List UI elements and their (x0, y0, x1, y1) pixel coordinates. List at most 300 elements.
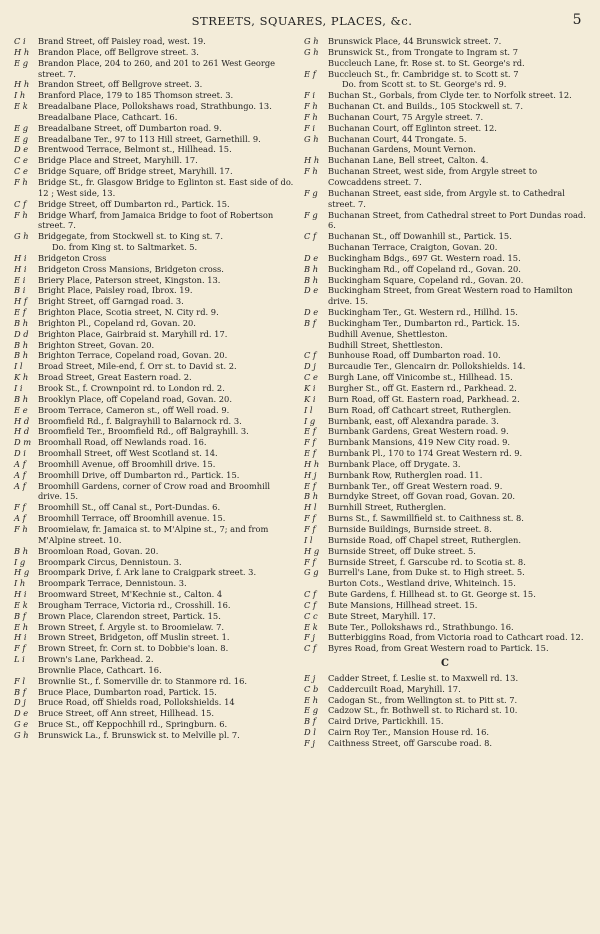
grid-reference: F j (304, 632, 315, 643)
street-entry (304, 684, 586, 695)
street-text: Bute Ter., Pollokshaws rd., Strathbungo. 16. (328, 621, 514, 632)
grid-reference: F h (14, 176, 28, 187)
grid-reference: A f (14, 480, 26, 491)
street-entry (14, 231, 296, 242)
street-entry (14, 600, 296, 611)
grid-reference: F h (14, 209, 28, 220)
street-text: Broomhill St., off Canal st., Port-Dundas. 6. (38, 502, 221, 513)
street-entry (14, 166, 296, 177)
street-entry (14, 36, 296, 47)
grid-reference: E e (14, 404, 28, 415)
street-text: Do. from Scott st. to St. George's rd. 9. (342, 79, 507, 90)
street-entry (14, 687, 296, 698)
street-text: Brandon Place, off Bellgrove street. 3. (38, 46, 199, 57)
street-text: Buchanan Court, 44 Trongate. 5. (328, 133, 467, 144)
street-entry (304, 622, 586, 633)
street-text: Burnbank Ter., off Great Western road. 9. (328, 480, 503, 491)
street-entry (304, 58, 586, 69)
street-text: Brentwood Terrace, Belmont st., Hillhead. 15. (38, 144, 232, 155)
street-text: Burnhill Street, Rutherglen. (328, 502, 447, 513)
street-entry (304, 350, 586, 361)
grid-reference: G h (304, 36, 319, 46)
street-entry (14, 622, 296, 633)
grid-reference: H g (14, 567, 30, 578)
street-text: Broomhill Drive, off Dumbarton rd., Partick. 15. (38, 469, 240, 480)
street-text: Bute Street, Maryhill. 17. (328, 610, 436, 621)
grid-reference: F f (304, 437, 316, 448)
grid-reference: F i (304, 90, 316, 101)
grid-reference: C e (14, 155, 28, 166)
street-text: Brandon Place, 204 to 260, and 201 to 261 West George street. 7. (38, 57, 276, 79)
street-text: Brownlie Place, Cathcart. 16. (38, 664, 162, 675)
street-text: Buchanan Gardens, Mount Vernon. (328, 144, 476, 155)
street-text: Bruce Road, off Shields road, Pollokshields. 14 (38, 697, 235, 708)
street-text: Broomfield Rd., f. Balgrayhill to Balarnock rd. 3. (38, 415, 242, 426)
street-entry (14, 578, 296, 589)
street-entry (304, 383, 586, 394)
street-text: Burnbank Gardens, Great Western road. 9. (328, 426, 509, 437)
street-entry (304, 47, 586, 58)
grid-reference: F f (14, 502, 26, 513)
street-entry (14, 242, 296, 253)
street-text: Broomhall Street, off West Scotland st. 14. (38, 448, 218, 459)
street-entry (304, 589, 586, 600)
street-entry (14, 654, 296, 665)
street-entry (14, 611, 296, 622)
street-text: Budhill Street, Shettleston. (328, 339, 443, 350)
grid-reference: I g (14, 556, 26, 567)
street-entry (14, 90, 296, 101)
street-entry (14, 632, 296, 643)
grid-reference: D m (14, 437, 32, 448)
street-text: Burns St., f. Sawmillfield st. to Caithness st. 8. (328, 513, 524, 524)
street-entry (14, 437, 296, 448)
street-text: Burnside Street, f. Garscube rd. to Scotia st. 8. (328, 556, 526, 567)
grid-reference: G g (304, 567, 319, 578)
street-entry (304, 361, 586, 372)
street-text: Buchanan St., off Dowanhill st., Partick. 15. (328, 231, 512, 242)
street-text: Brown Street, f. Argyle st. to Broomielaw. 7. (38, 621, 224, 632)
street-entry (14, 318, 296, 329)
street-entry (304, 405, 586, 416)
street-text: Breadalbane Place, Cathcart. 16. (38, 111, 178, 122)
street-entry (14, 730, 296, 741)
grid-reference: F g (304, 187, 318, 198)
street-text: Burrell's Lane, from Duke st. to High street. 5. (328, 567, 525, 578)
grid-reference: C b (304, 683, 319, 694)
grid-reference: F j (304, 738, 315, 748)
street-text: Brunswick Place, 44 Brunswick street. 7. (328, 36, 502, 46)
grid-reference: D e (14, 144, 29, 155)
street-text: Burgher St., off Gt. Eastern rd., Parkhead. 2. (328, 383, 517, 393)
grid-reference: E f (304, 480, 316, 491)
street-text: Buccleuch St., fr. Cambridge st. to Scott st. 7 (328, 68, 519, 79)
street-entry (304, 372, 586, 383)
street-text: Burnbank Place, off Drygate. 3. (328, 458, 461, 469)
grid-reference: C f (304, 599, 317, 610)
street-entry (14, 546, 296, 557)
street-text: Bridge St., fr. Glasgow Bridge to Eglinton st. East side of do. 12 ; West side, 13. (38, 176, 294, 198)
street-entry (304, 643, 586, 654)
street-text: Branford Place, 179 to 185 Thomson street. 3. (38, 90, 234, 101)
street-text: Bunhouse Road, off Dumbarton road. 10. (328, 350, 501, 361)
street-entry (304, 112, 586, 123)
street-entry (304, 69, 586, 80)
street-text: Caithness Street, off Garscube road. 8. (328, 738, 493, 748)
street-text: Bridge Street, off Dumbarton rd., Partick. 15. (38, 198, 230, 209)
street-text: Brooklyn Place, off Copeland road, Govan. 20. (38, 393, 232, 404)
grid-reference: B h (304, 263, 319, 274)
street-entry (304, 557, 586, 568)
street-text: Burnbank, east, off Alexandra parade. 3. (328, 415, 499, 426)
grid-reference: G e (14, 719, 29, 730)
street-text: Bright Street, off Garngad road. 3. (38, 296, 184, 307)
street-text: Buchanan Terrace, Craigton, Govan. 20. (328, 242, 498, 253)
street-entry (304, 36, 586, 47)
street-entry (304, 437, 586, 448)
street-entry (304, 426, 586, 437)
street-entry (14, 275, 296, 286)
street-entry (304, 705, 586, 716)
street-text: Broad Street, Mile-end, f. Orr st. to David st. 2. (38, 361, 237, 372)
street-entry (304, 285, 586, 307)
grid-reference: E k (14, 599, 28, 610)
grid-reference: B h (14, 317, 29, 328)
street-entry (304, 738, 586, 749)
grid-reference: G h (304, 46, 319, 57)
grid-reference: I i (14, 383, 23, 393)
grid-reference: E f (304, 426, 316, 437)
street-entry (14, 144, 296, 155)
grid-reference: F f (14, 643, 26, 654)
grid-reference: G h (304, 133, 319, 144)
street-entry (304, 632, 586, 643)
street-text: Brighton Terrace, Copeland road, Govan. 20. (38, 350, 228, 361)
street-text: Buchanan Court, off Eglinton street. 12. (328, 122, 497, 133)
street-entry (14, 199, 296, 210)
grid-reference: B h (304, 491, 319, 502)
grid-reference: D e (304, 285, 319, 296)
street-text: Brown Place, Clarendon street, Partick. 15. (38, 610, 221, 621)
grid-reference: F g (304, 209, 318, 220)
grid-reference: C i (14, 36, 26, 46)
grid-reference: D e (14, 708, 29, 719)
grid-reference: F f (304, 523, 316, 534)
street-text: Cairn Roy Ter., Mansion House rd. 16. (328, 727, 490, 738)
street-entry (14, 513, 296, 524)
street-text: Burnside Road, off Chapel street, Rutherglen. (328, 534, 521, 545)
street-entry (304, 329, 586, 340)
grid-reference: F l (14, 675, 26, 686)
street-text: Cadogan St., from Wellington st. to Pitt st. 7. (328, 694, 518, 705)
grid-reference: D e (304, 307, 319, 318)
street-text: Brighton Place, Gairbraid st. Maryhill rd. 17. (38, 328, 228, 339)
street-entry (14, 264, 296, 275)
street-entry (304, 307, 586, 318)
street-text: Broomhall Road, off Newlands road. 16. (38, 437, 207, 448)
grid-reference: C f (14, 198, 27, 209)
grid-reference: E i (14, 274, 26, 285)
street-entry (14, 134, 296, 145)
grid-reference: E j (304, 672, 316, 683)
street-entry (304, 727, 586, 738)
grid-reference: F h (304, 166, 318, 177)
street-text: Bridgeton Cross Mansions, Bridgeton cross. (38, 263, 224, 274)
grid-reference: K h (14, 372, 29, 383)
street-entry (14, 394, 296, 405)
street-entry (14, 557, 296, 568)
street-entry (14, 665, 296, 676)
street-text: Bruce Street, off Ann street, Hillhead. 15. (38, 708, 215, 719)
street-entry (304, 318, 586, 329)
street-entry (304, 144, 586, 155)
grid-reference: C e (304, 372, 318, 383)
grid-reference: F f (304, 513, 316, 524)
street-text: Broad Street, Great Eastern road. 2. (38, 372, 192, 383)
grid-reference: E g (14, 57, 29, 68)
grid-reference: H d (14, 426, 30, 437)
street-entry (304, 188, 586, 210)
street-text: Buchan St., Gorbals, from Clyde ter. to Norfolk street. 12. (328, 90, 572, 101)
street-entry (14, 459, 296, 470)
street-entry (304, 275, 586, 286)
street-entry (14, 79, 296, 90)
street-text: Breadalbane Street, off Dumbarton road. 9. (38, 122, 222, 133)
grid-reference: I h (14, 578, 26, 589)
grid-reference: E g (14, 122, 29, 133)
street-text: Bright Place, Paisley road, Ibrox. 19. (38, 285, 193, 296)
grid-reference: I g (304, 415, 316, 426)
grid-reference: A f (14, 458, 26, 469)
grid-reference: E g (304, 705, 319, 716)
street-entry (14, 697, 296, 708)
grid-reference: B f (304, 716, 316, 727)
street-entry (14, 470, 296, 481)
street-text: Broom Terrace, Cameron st., off Well road. 9. (38, 404, 230, 415)
street-entry (304, 79, 586, 90)
street-entry (304, 546, 586, 557)
street-text: Broomhill Gardens, corner of Crow road and Broomhill drive. 15. (38, 480, 271, 502)
street-entry (14, 676, 296, 687)
street-text: Brown Street, fr. Corn st. to Dobbie's loan. 8. (38, 643, 229, 654)
street-text: Buchanan Lane, Bell street, Calton. 4. (328, 155, 489, 166)
grid-reference: K i (304, 393, 316, 404)
grid-reference: B f (14, 686, 26, 697)
street-entry (14, 123, 296, 134)
street-text: Buchanan Ct. and Builds., 105 Stockwell st. 7. (328, 101, 523, 112)
street-text: Buchanan Court, 75 Argyle street. 7. (328, 111, 484, 122)
grid-reference: C f (304, 231, 317, 242)
street-entry (14, 285, 296, 296)
grid-reference: F i (304, 122, 316, 133)
street-text: Budhill Avenue, Shettleston. (328, 328, 448, 339)
grid-reference: C f (304, 643, 317, 654)
street-entry (304, 600, 586, 611)
street-text: Burndyke Street, off Govan road, Govan. 20. (328, 491, 516, 502)
street-text: Burton Cots., Westland drive, Whiteinch. 15. (328, 578, 516, 589)
running-title: STREETS, SQUARES, PLACES, &c. (191, 14, 413, 28)
street-entry (14, 253, 296, 264)
grid-reference: H i (14, 632, 27, 643)
street-entry (304, 416, 586, 427)
street-text: Buckingham Square, Copeland rd., Govan. 20. (328, 274, 524, 285)
street-entry (14, 416, 296, 427)
street-entry (304, 567, 586, 578)
grid-reference: F f (304, 556, 316, 567)
street-text: Brighton Street, Govan. 20. (38, 339, 155, 350)
grid-reference: E h (14, 621, 29, 632)
street-text: Burnbank Pl., 170 to 174 Great Western rd. 9. (328, 448, 523, 459)
grid-reference: E k (304, 621, 318, 632)
street-entry (14, 481, 296, 503)
street-text: Caird Drive, Partickhill. 15. (328, 716, 444, 727)
street-text: Bruce St., off Keppochhill rd., Springburn. 6. (38, 719, 228, 730)
grid-reference: B h (14, 350, 29, 361)
street-entry (14, 719, 296, 730)
grid-reference: F h (304, 101, 318, 112)
street-entry (304, 231, 586, 242)
grid-reference: C f (304, 589, 317, 600)
street-entry (14, 112, 296, 123)
page-number: 5 (572, 12, 582, 28)
street-entry (14, 296, 296, 307)
street-entry (304, 448, 586, 459)
street-entry (14, 361, 296, 372)
street-entry (304, 166, 586, 188)
street-text: Briery Place, Paterson street, Kingston. 13. (38, 274, 221, 285)
grid-reference: D j (14, 697, 26, 708)
street-entry (304, 394, 586, 405)
street-text: Broomward Street, M'Kechnie st., Calton. 4 (38, 589, 223, 600)
grid-reference: D l (304, 727, 316, 738)
street-text: Broomhill Avenue, off Broomhill drive. 15. (38, 458, 216, 469)
grid-reference: B h (14, 339, 29, 350)
street-text: Burnbank Row, Rutherglen road. 11. (328, 469, 483, 480)
street-text: Buckingham Ter., Gt. Western rd., Hillhd. 15. (328, 307, 518, 318)
grid-reference: I l (14, 361, 23, 372)
grid-reference: E f (304, 68, 316, 79)
street-text: Buccleuch Lane, fr. Rose st. to St. George's rd. (328, 57, 525, 68)
street-text: Burcaudie Ter., Glencairn dr. Pollokshields. 14. (328, 361, 526, 372)
street-text: Butterbiggins Road, from Victoria road to Cathcart road. 12. (328, 632, 584, 643)
street-entry (14, 502, 296, 513)
street-entry (304, 340, 586, 351)
street-text: Cadder Street, f. Leslie st. to Maxwell rd. 13. (328, 672, 519, 683)
grid-reference: I l (304, 534, 313, 545)
street-entry (304, 491, 586, 502)
street-entry (14, 643, 296, 654)
street-entry (14, 448, 296, 459)
grid-reference: E h (304, 694, 319, 705)
street-text: Brown Street, Bridgeton, off Muslin street. 1. (38, 632, 230, 643)
street-entry (14, 567, 296, 578)
grid-reference: E f (304, 448, 316, 459)
street-entry (14, 426, 296, 437)
street-text: Do. from King st. to Saltmarket. 5. (52, 242, 198, 253)
street-entry (304, 253, 586, 264)
grid-reference: H i (14, 589, 27, 600)
street-text: Byres Road, from Great Western road to Partick. 15. (328, 643, 549, 654)
street-text: Broomloan Road, Govan. 20. (38, 545, 159, 556)
street-entry (14, 47, 296, 58)
street-text: Broomielaw, fr. Jamaica st. to M'Alpine st., 7; and from M'Alpine street. 10. (38, 523, 269, 545)
street-entry (14, 383, 296, 394)
street-entry (304, 524, 586, 535)
grid-reference: A f (14, 513, 26, 524)
street-text: Bridge Place and Street, Maryhill. 17. (38, 155, 198, 166)
grid-reference: G h (14, 231, 29, 242)
grid-reference: D j (304, 361, 316, 372)
grid-reference: B h (14, 393, 29, 404)
street-text: Bridge Wharf, from Jamaica Bridge to foot of Robertson street. 7. (38, 209, 274, 231)
street-entry (304, 716, 586, 727)
grid-reference: B i (14, 285, 26, 296)
street-text: Brighton Place, Scotia street, N. City rd. 9. (38, 307, 219, 318)
street-entry (304, 134, 586, 145)
grid-reference: H f (14, 296, 27, 307)
street-text: Buckingham Ter., Dumbarton rd., Partick. 15. (328, 317, 520, 328)
street-entry (14, 405, 296, 416)
street-entry (14, 589, 296, 600)
grid-reference: C f (304, 350, 317, 361)
street-entry (14, 708, 296, 719)
grid-reference: B f (14, 610, 26, 621)
street-text: Buchanan Street, east side, from Argyle st. to Cathedral street. 7. (328, 187, 565, 209)
street-entry (304, 695, 586, 706)
street-text: Broompark Circus, Dennistoun. 3. (38, 556, 182, 567)
street-entry (14, 340, 296, 351)
street-text: Burnbank Mansions, 419 New City road. 9. (328, 437, 511, 448)
street-text: Burnside Buildings, Burnside street. 8. (328, 523, 492, 534)
grid-reference: H l (304, 502, 317, 513)
street-entry (14, 307, 296, 318)
street-entry (304, 101, 586, 112)
street-text: Cadzow St., fr. Bothwell st. to Richard st. 10. (328, 705, 518, 716)
grid-reference: E f (14, 307, 26, 318)
street-text: Brand Street, off Paisley road, west. 19. (38, 36, 206, 46)
street-text: Buckingham Bdgs., 697 Gt. Western road. 15. (328, 252, 521, 263)
street-text: Breadalbane Ter., 97 to 113 Hill street, Garnethill. 9. (38, 133, 261, 144)
grid-reference: H i (14, 252, 27, 263)
street-entry (304, 470, 586, 481)
street-text: Broomhill Terrace, off Broomhill avenue. 15. (38, 513, 226, 524)
left-column (14, 36, 296, 749)
street-text: Brownlie St., f. Somerville dr. to Stanmore rd. 16. (38, 675, 247, 686)
street-text: Bridge Square, off Bridge street, Maryhill. 17. (38, 166, 233, 177)
street-entry (304, 90, 586, 101)
grid-reference: E g (14, 133, 29, 144)
street-text: Brandon Street, off Bellgrove street. 3. (38, 79, 203, 90)
street-entry (304, 123, 586, 134)
grid-reference: H h (14, 79, 30, 90)
street-entry (304, 513, 586, 524)
street-entry (304, 264, 586, 275)
street-text: Brighton Pl., Copeland rd, Govan. 20. (38, 317, 196, 328)
street-entry (304, 459, 586, 470)
street-text: Brunswick La., f. Brunswick st. to Melville pl. 7. (38, 730, 240, 740)
grid-reference: G h (14, 730, 29, 740)
grid-reference: D d (14, 328, 29, 339)
street-entry (304, 155, 586, 166)
street-entry (14, 155, 296, 166)
street-entry (14, 524, 296, 546)
grid-reference: I l (304, 404, 313, 415)
street-text: Caddercuilt Road, Maryhill. 17. (328, 683, 461, 694)
street-entry (14, 350, 296, 361)
street-text: Burnside Street, off Duke street. 5. (328, 545, 476, 556)
street-text: Brunswick St., from Trongate to Ingram st. 7 (328, 46, 518, 57)
street-entry (14, 329, 296, 340)
